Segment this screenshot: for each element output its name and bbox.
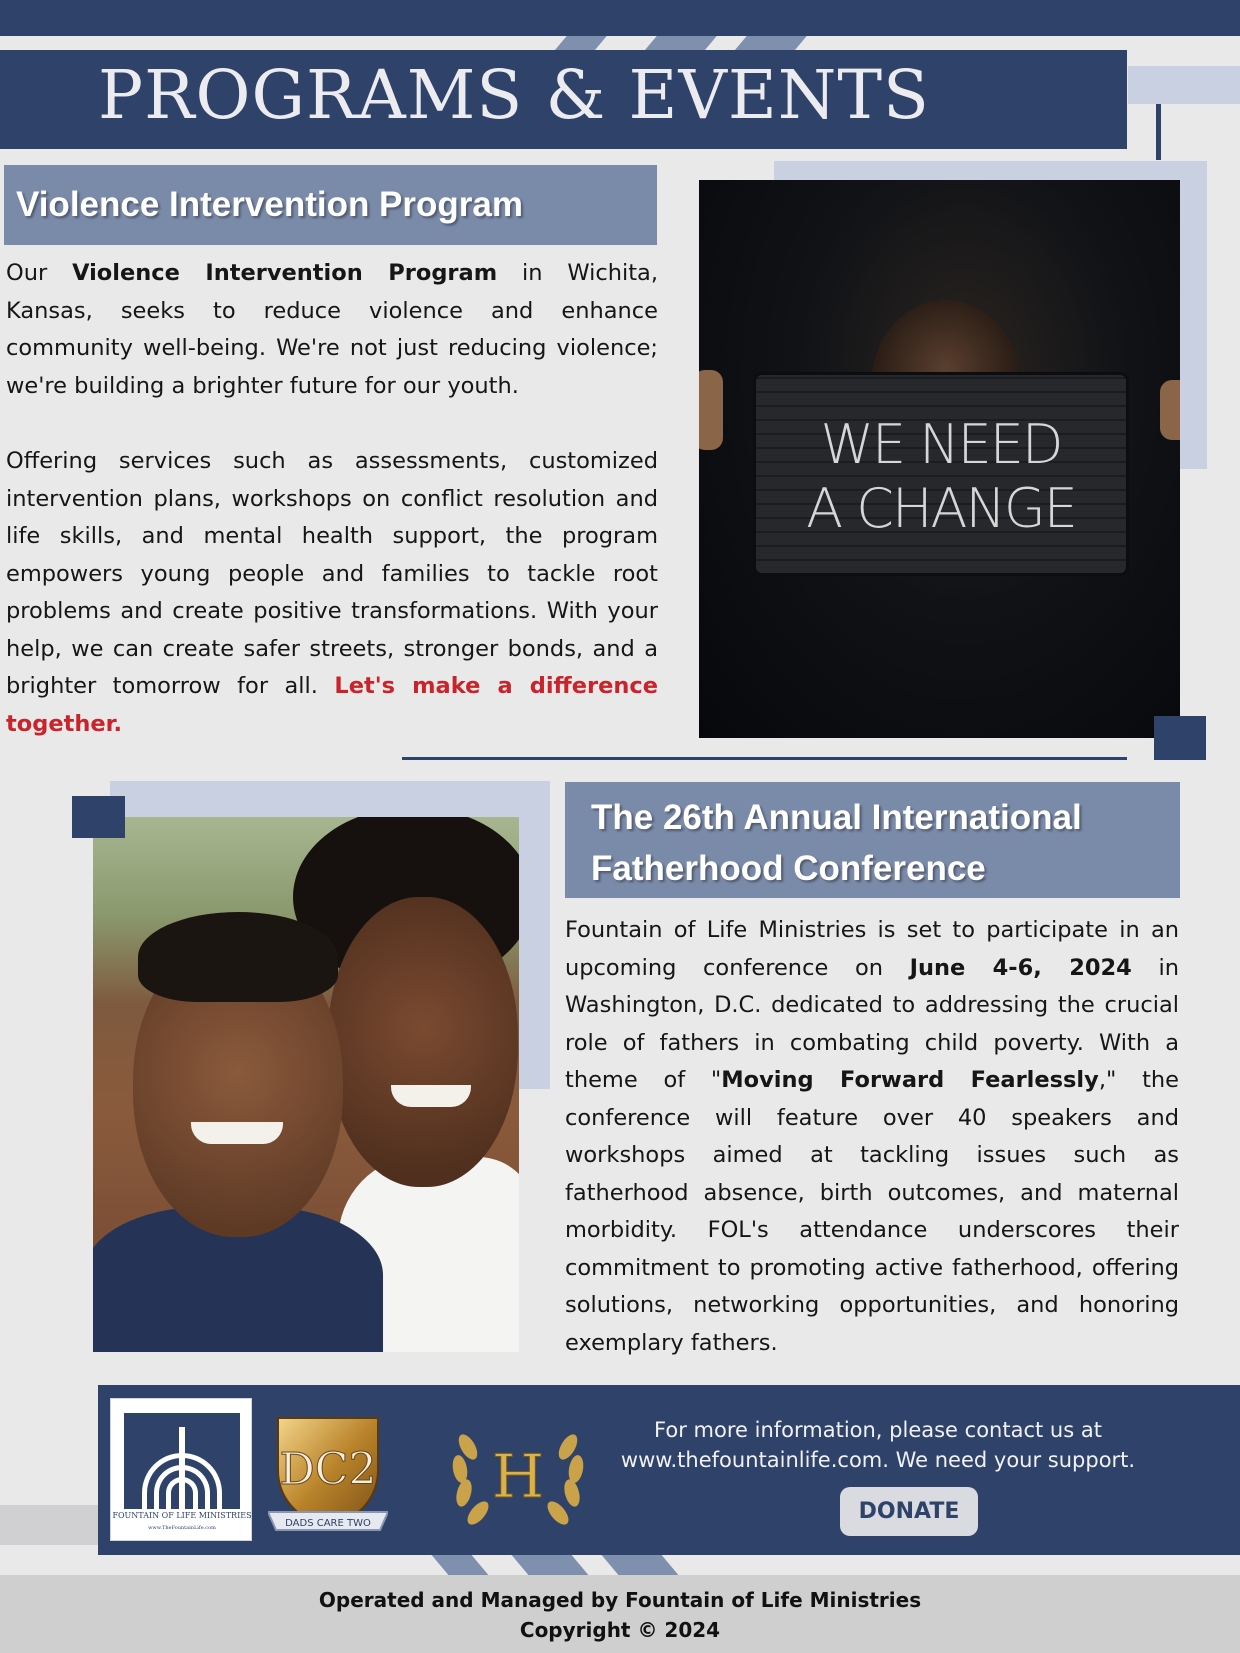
photo-smile <box>391 1085 471 1107</box>
conference-heading-box <box>565 782 1180 898</box>
section-divider <box>402 757 1127 760</box>
conference-heading: The 26th Annual International Fatherhood Conference <box>591 798 1082 888</box>
photo-hand <box>699 370 723 450</box>
father-daughter-photo <box>93 817 519 1352</box>
page-banner <box>0 50 1127 149</box>
photo-hand <box>1160 380 1180 440</box>
vip-paragraph-2 <box>6 443 658 743</box>
dads-care-two-logo <box>268 1412 388 1540</box>
conf-p-post: ," the conference will feature over 40 speakers and workshops aimed at tackling issues such as fatherhood absence, birth outcomes, and maternal morbidity. FOL's attendance underscores their commitment to promoting active fatherhood, offering solutions, networking opportunities, and honoring exemplary fathers. <box>565 1067 1179 1356</box>
decor-square <box>72 796 125 838</box>
vip-heading-box <box>4 165 657 245</box>
conf-p-pre: Fountain of Life Ministries is set to participate in an upcoming conference on <box>565 917 1179 981</box>
svg-text:H: H <box>491 1442 545 1512</box>
vip-cta-text: Let's make a difference together. <box>6 673 659 737</box>
vip-p1-pre: Our <box>6 260 73 286</box>
photo-smile <box>191 1122 283 1144</box>
conf-date: June 4-6, 2024 <box>909 954 1132 981</box>
mask-slogan-line-1: WE NEED <box>820 413 1062 476</box>
fountain-spout <box>179 1427 185 1509</box>
vip-p2-text: Offering services such as assessments, customized intervention plans, workshops on conflict resolution and life skills, and mental health support, the program empowers young people and families to tackle root problems and create positive transformations. With your help, we can create safer streets, stronger bonds, and a brighter tomorrow for all. <box>6 448 658 699</box>
footer-band <box>98 1385 1240 1555</box>
bottom-bar <box>0 1575 1240 1653</box>
decor-stripe <box>512 1555 589 1575</box>
contact-line-2: www.thefountainlife.com. We need your support. <box>620 1448 1136 1472</box>
vip-p1-post: in Wichita, Kansas, seeks to reduce violence and enhance community well-being. We're not just reducing violence; we're building a brighter future for our youth. <box>6 260 658 399</box>
decor-stripe <box>602 1555 679 1575</box>
vip-paragraph-1 <box>6 255 658 405</box>
decor-block <box>1128 66 1240 104</box>
contact-line-1: For more information, please contact us at <box>654 1418 1102 1442</box>
vip-heading: Violence Intervention Program <box>16 185 523 224</box>
fountain-icon <box>124 1413 240 1509</box>
laurel-award-logo <box>438 1407 598 1543</box>
logo-fol-url: www.TheFountainLife.com <box>148 1525 216 1531</box>
operated-by-text: Operated and Managed by Fountain of Life Ministries <box>318 1588 922 1612</box>
decor-block <box>0 1505 100 1545</box>
copyright-text: Copyright © 2024 <box>519 1618 721 1642</box>
contact-info <box>598 1415 1158 1475</box>
dc2-logo-text: DADS CARE TWO <box>285 1518 371 1529</box>
we-need-a-change-photo <box>699 180 1180 738</box>
decor-square <box>1154 716 1206 760</box>
top-bar <box>0 0 1240 36</box>
photo-face <box>328 897 518 1187</box>
photo-hair <box>138 912 338 1002</box>
logo-fol-name: FOUNTAIN OF LIFE MINISTRIES <box>112 1511 252 1520</box>
mask-slogan <box>756 413 1126 541</box>
donate-button[interactable]: DONATE <box>840 1487 978 1536</box>
mask-slogan-line-2: A CHANGE <box>806 477 1076 540</box>
page-title: PROGRAMS & EVENTS <box>98 56 930 134</box>
conference-paragraph <box>565 912 1179 1362</box>
photo-face-mask <box>756 375 1126 573</box>
decor-line <box>1156 104 1161 160</box>
vip-p1-bold: Violence Intervention Program <box>72 260 498 286</box>
fountain-of-life-logo <box>110 1398 252 1541</box>
conf-p-mid: in Washington, D.C. dedicated to addressing the crucial role of fathers in combating child poverty. With a theme of " <box>565 954 1180 1093</box>
decor-stripe <box>432 1555 489 1575</box>
footer-credits <box>0 1585 1240 1645</box>
conf-theme: Moving Forward Fearlessly <box>721 1067 1099 1093</box>
svg-text:DC2: DC2 <box>279 1444 377 1495</box>
